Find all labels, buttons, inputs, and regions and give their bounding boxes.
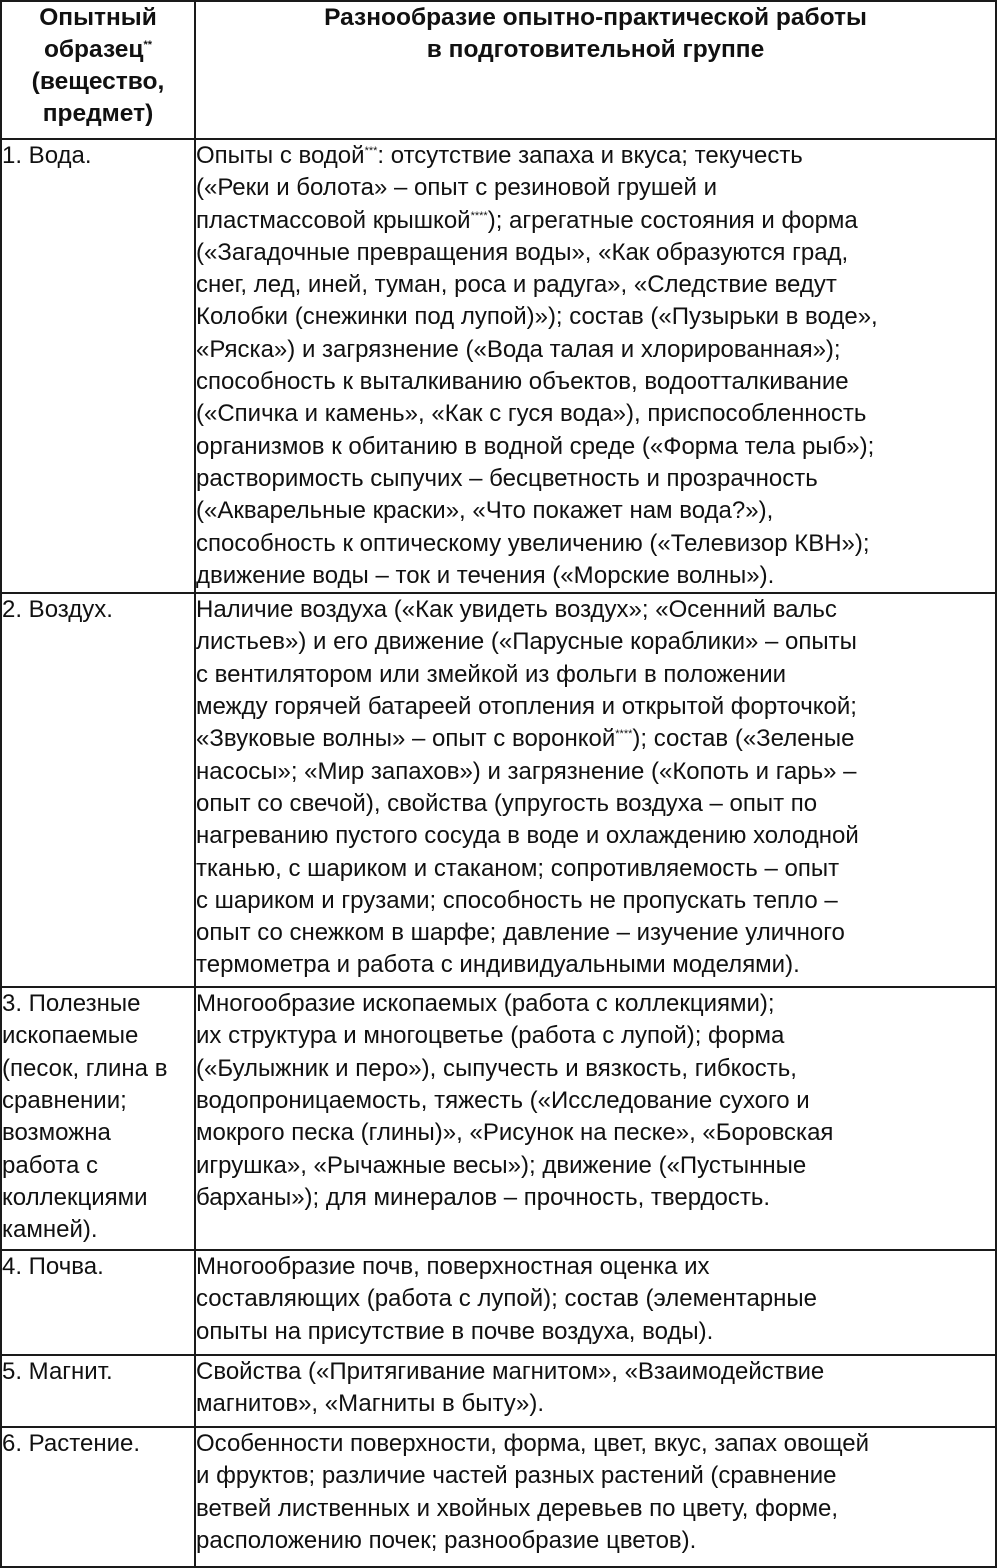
sample-description: Особенности поверхности, форма, цвет, вкус, запах овощей и фруктов; различие частей разных растений (сравнение ветвей лиственных и хвойных деревьев по цвету, форме, расположению почек; разнообразие цветов). xyxy=(195,1427,996,1567)
header-sample-line1: Опытный xyxy=(39,4,157,31)
sample-description: Многообразие ископаемых (работа с коллекциями); их структура и многоцветье (работа с лупой); форма («Булыжник и перо»), сыпучесть и вязкость, гибкость, водопроницаемость, тяжесть («Исследование сухого и мокрого песка (глины)», «Рисунок на песке», «Боровская игрушка», «Рычажные весы»); движение («Пустынные барханы»); для минералов – прочность, твердость. xyxy=(195,987,996,1250)
description-text: Наличие воздуха («Как увидеть воздух»; «Осенний вальс листьев») и его движение («Парусные кораблики» – опыты с вентилятором или змейкой из фольги в положении между горячей батареей отопления и открытой форточкой; «Звуковые волны» – опыт с воронкой xyxy=(196,596,857,753)
description-text: ); состав («Зеленые насосы»; «Мир запахов») и загрязнение («Копоть и гарь» – опыт со свечой), свойства (упругость воздуха – опыт по нагреванию пустого сосуда в воде и охлаждению холодной тканью, с шариком и стаканом; сопротивляемость – опыт с шариком и грузами; способность не пропускать тепло – опыт со снежком в шарфе; давление – изучение уличного термометра и работа с индивидуальными моделями). xyxy=(196,725,859,979)
sample-name: 6. Растение. xyxy=(1,1427,195,1567)
table-row xyxy=(1,139,996,593)
header-variety-cell xyxy=(195,1,996,139)
table-row xyxy=(1,1355,996,1427)
sample-description: Многообразие почв, поверхностная оценка их составляющих (работа с лупой); состав (элементарные опыты на присутствие в почве воздуха, воды). xyxy=(195,1250,996,1355)
sample-description xyxy=(195,139,996,593)
sample-name: 5. Магнит. xyxy=(1,1355,195,1427)
header-variety-line2: в подготовительной группе xyxy=(426,36,765,63)
footnote-mark: **** xyxy=(470,209,488,222)
footnote-mark: ** xyxy=(143,38,153,51)
table-row xyxy=(1,1250,996,1355)
footnote-mark: **** xyxy=(615,728,633,741)
table-header-row xyxy=(1,1,996,139)
sample-name: 3. Полезные ископаемые (песок, глина в сравнении; возможна работа с коллекциями камней). xyxy=(1,987,195,1250)
table-row xyxy=(1,1427,996,1567)
sample-name: 4. Почва. xyxy=(1,1250,195,1355)
description-text: : отсутствие запаха и вкуса; текучесть («Реки и болота» – опыт с резиновой грушей и пластмассовой крышкой xyxy=(196,142,803,234)
footnote-mark: *** xyxy=(364,145,378,157)
sample-description: Свойства («Притягивание магнитом», «Взаимодействие магнитов», «Магниты в быту»). xyxy=(195,1355,996,1427)
sample-description xyxy=(195,593,996,987)
description-text: ); агрегатные состояния и форма («Загадочные превращения воды», «Как образуются град, снег, лед, иней, туман, роса и радуга», «Следствие ведут Колобки (снежинки под лупой)»); состав («Пузырьки в воде», «Ряска») и загрязнение («Вода талая и хлорированная»); способность к выталкиванию объектов, водоотталкивание («Спичка и камень», «Как с гуся вода»), приспособленность организмов к обитанию в водной среде («Форма тела рыб»); растворимость сыпучих – бесцветность и прозрачность («Акварельные краски», «Что покажет нам вода?»), способность к оптическому увеличению («Телевизор КВН»); движение воды – ток и течения («Морские волны»). xyxy=(196,206,878,589)
table-row xyxy=(1,987,996,1250)
header-sample-cell xyxy=(1,1,195,139)
header-sample-line4: предмет) xyxy=(42,100,154,127)
sample-name: 1. Вода. xyxy=(1,139,195,593)
sample-name: 2. Воздух. xyxy=(1,593,195,987)
description-text: Опыты с водой xyxy=(196,142,365,169)
header-sample-line2: образец xyxy=(43,36,144,63)
header-sample-line3: (вещество, xyxy=(31,68,165,95)
table-row xyxy=(1,593,996,987)
header-variety-line1: Разнообразие опытно-практической работы xyxy=(324,4,867,31)
